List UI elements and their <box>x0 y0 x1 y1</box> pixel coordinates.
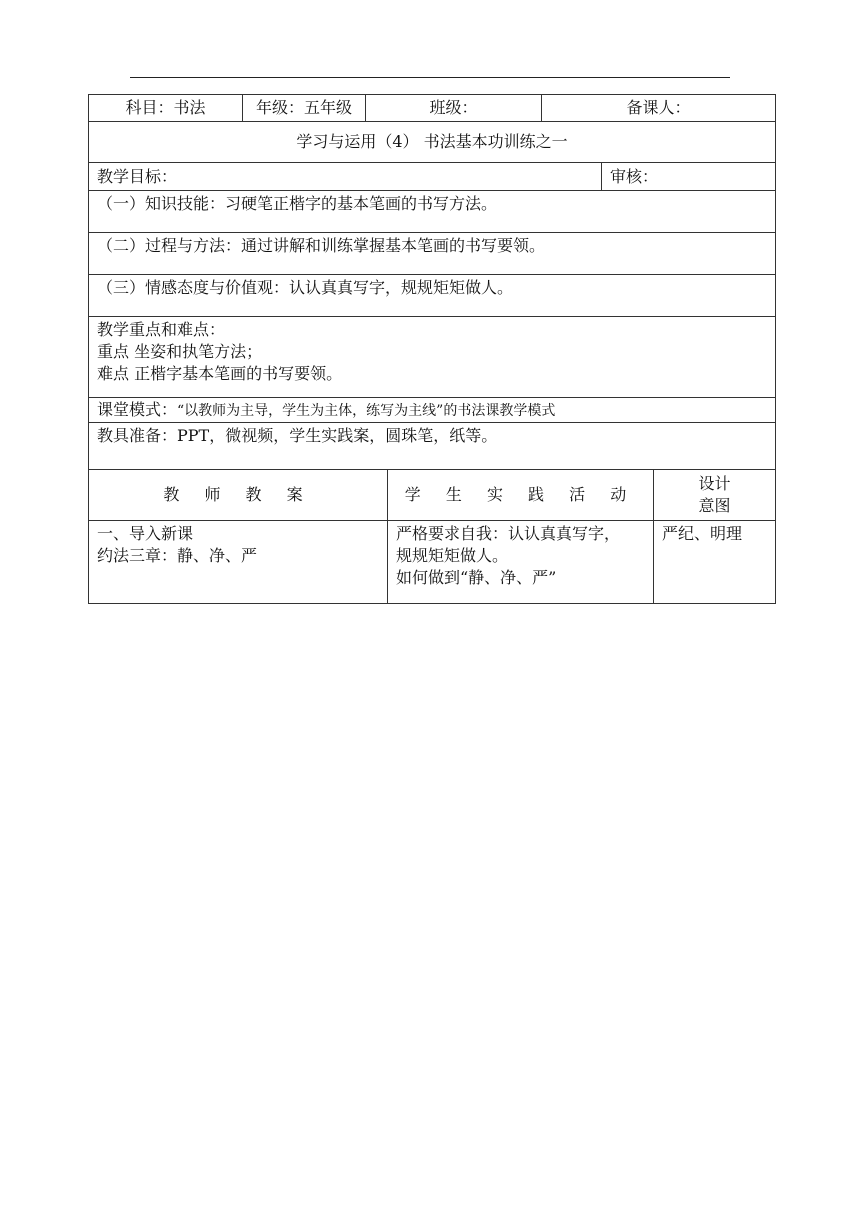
mode-cell <box>89 398 776 423</box>
review-label: 审核： <box>602 163 776 191</box>
preparer-cell: 备课人： <box>542 95 776 122</box>
plan-row <box>89 521 776 604</box>
teacher-plan-header: 教 师 教 案 <box>89 470 388 521</box>
student-activity-cell: 严格要求自我：认认真真写字， 规规矩矩做人。 如何做到“静、净、严” <box>388 521 654 604</box>
teacher-plan-cell: 一、导入新课 约法三章：静、净、严 <box>89 521 388 604</box>
mode-row <box>89 398 776 423</box>
student-activity-header: 学 生 实 践 活 动 <box>388 470 654 521</box>
key-difficulty: 难点 正楷字基本笔画的书写要领。 <box>97 364 343 383</box>
mode-label: 课堂模式： <box>97 399 178 419</box>
class-cell: 班级： <box>366 95 542 122</box>
key-points-heading: 教学重点和难点： <box>97 320 226 339</box>
design-intent-header: 设计 意图 <box>654 470 776 521</box>
objective-row <box>89 233 776 275</box>
objective-knowledge: （一）知识技能：习硬笔正楷字的基本笔画的书写方法。 <box>89 191 776 233</box>
objective-process: （二）过程与方法：通过讲解和训练掌握基本笔画的书写要领。 <box>89 233 776 275</box>
preparation-cell: 教具准备：PPT，微视频，学生实践案，圆珠笔，纸等。 <box>89 423 776 470</box>
preparation-row <box>89 423 776 470</box>
title-row <box>89 122 776 163</box>
mode-text: “以教师为主导，学生为主体，练写为主线”的书法课教学模式 <box>177 402 556 419</box>
lesson-title: 学习与运用（4） 书法基本功训练之一 <box>89 122 776 163</box>
plan-header-row <box>89 470 776 521</box>
goals-row <box>89 163 776 191</box>
key-points-row <box>89 317 776 398</box>
objective-attitude: （三）情感态度与价值观：认认真真写字，规规矩矩做人。 <box>89 275 776 317</box>
meta-row <box>89 95 776 122</box>
design-intent-cell: 严纪、明理 <box>654 521 776 604</box>
key-points-cell <box>89 317 776 398</box>
grade-cell: 年级：五年级 <box>243 95 366 122</box>
key-focus: 重点 坐姿和执笔方法； <box>97 342 263 361</box>
header-rule <box>130 77 730 78</box>
lesson-table <box>88 94 776 604</box>
goals-label: 教学目标： <box>89 163 602 191</box>
objective-row <box>89 275 776 317</box>
subject-cell: 科目：书法 <box>89 95 243 122</box>
objective-row <box>89 191 776 233</box>
lesson-plan-table <box>88 94 775 604</box>
